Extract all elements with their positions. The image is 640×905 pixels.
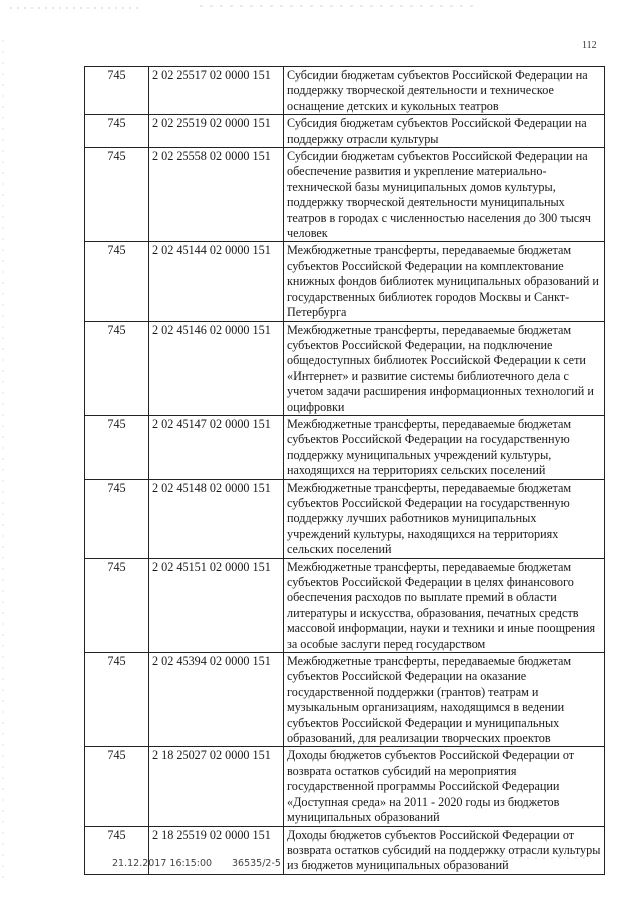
income-name-cell: Межбюджетные трансферты, передаваемые бюджетам субъектов Российской Федерации, на подключение общедоступных библиотек Российской Федерации к сети «Интернет» и развитие системы библиотечного дела с учетом задачи расширения информационных технологий и оцифровки bbox=[284, 321, 605, 415]
footer bbox=[112, 858, 281, 869]
income-name-cell: Субсидия бюджетам субъектов Российской Федерации на поддержку отрасли культуры bbox=[284, 115, 605, 148]
budget-code-cell: 2 02 45148 02 0000 151 bbox=[149, 479, 284, 558]
table-row bbox=[85, 558, 605, 652]
admin-code-cell: 745 bbox=[85, 321, 149, 415]
budget-code-cell: 2 02 25517 02 0000 151 bbox=[149, 67, 284, 115]
budget-code-cell: 2 02 25519 02 0000 151 bbox=[149, 115, 284, 148]
table-row bbox=[85, 115, 605, 148]
income-name-cell: Межбюджетные трансферты, передаваемые бюджетам субъектов Российской Федерации на оказание государственной поддержки (грантов) театрам и музыкальным организациям, находящимся в ведении субъектов Российской Федерации и муниципальных образований, для реализации творческих проектов bbox=[284, 653, 605, 747]
budget-classification-table bbox=[84, 66, 605, 875]
table-row bbox=[85, 67, 605, 115]
income-name-cell: Межбюджетные трансферты, передаваемые бюджетам субъектов Российской Федерации в целях финансового обеспечения расходов по выплате премий в области литературы и искусства, образования, печатных средств массовой информации, науки и техники и иные поощрения за особые заслуги перед государством bbox=[284, 558, 605, 652]
income-name-cell: Доходы бюджетов субъектов Российской Федерации от возврата остатков субсидий на поддержку отрасли культуры из бюджетов муниципальных образований bbox=[284, 826, 605, 874]
admin-code-cell: 745 bbox=[85, 67, 149, 115]
admin-code-cell: 745 bbox=[85, 558, 149, 652]
table-row bbox=[85, 479, 605, 558]
income-name-cell: Субсидии бюджетам субъектов Российской Федерации на обеспечение развития и укрепление материально-технической базы муниципальных домов культуры, поддержку творческой деятельности муниципальных театров в городах с численностью населения до 300 тысяч человек bbox=[284, 148, 605, 242]
admin-code-cell: 745 bbox=[85, 415, 149, 479]
budget-code-cell: 2 02 45151 02 0000 151 bbox=[149, 558, 284, 652]
income-name-cell: Межбюджетные трансферты, передаваемые бюджетам субъектов Российской Федерации на комплектование книжных фондов библиотек муниципальных образований и государственных библиотек городов Москвы и Санкт-Петербурга bbox=[284, 242, 605, 321]
admin-code-cell: 745 bbox=[85, 242, 149, 321]
page-number: 112 bbox=[582, 40, 597, 51]
income-name-cell: Субсидии бюджетам субъектов Российской Федерации на поддержку творческой деятельности и техническое оснащение детских и кукольных театров bbox=[284, 67, 605, 115]
admin-code-cell: 745 bbox=[85, 148, 149, 242]
table-row bbox=[85, 148, 605, 242]
budget-code-cell: 2 02 45144 02 0000 151 bbox=[149, 242, 284, 321]
income-name-cell: Межбюджетные трансферты, передаваемые бюджетам субъектов Российской Федерации на государственную поддержку муниципальных учреждений культуры, находящихся на территориях сельских поселений bbox=[284, 415, 605, 479]
footer-timestamp: 21.12.2017 16:15:00 bbox=[112, 858, 213, 869]
admin-code-cell: 745 bbox=[85, 479, 149, 558]
budget-code-cell: 2 18 25519 02 0000 151 bbox=[149, 826, 284, 874]
admin-code-cell: 745 bbox=[85, 826, 149, 874]
income-name-cell: Доходы бюджетов субъектов Российской Федерации от возврата остатков субсидий на мероприятия государственной программы Российской Федерации «Доступная среда» на 2011 - 2020 годы из бюджетов муниципальных образований bbox=[284, 747, 605, 826]
footer-document-id: 36535/2-5 bbox=[232, 858, 281, 869]
table-row bbox=[85, 747, 605, 826]
table-body bbox=[85, 67, 605, 875]
budget-code-cell: 2 02 45147 02 0000 151 bbox=[149, 415, 284, 479]
admin-code-cell: 745 bbox=[85, 115, 149, 148]
admin-code-cell: 745 bbox=[85, 747, 149, 826]
table-row bbox=[85, 415, 605, 479]
table-row bbox=[85, 321, 605, 415]
income-name-cell: Межбюджетные трансферты, передаваемые бюджетам субъектов Российской Федерации на государственную поддержку лучших работников муниципальных учреждений культуры, находящихся на территориях сельских поселений bbox=[284, 479, 605, 558]
budget-code-cell: 2 02 25558 02 0000 151 bbox=[149, 148, 284, 242]
admin-code-cell: 745 bbox=[85, 653, 149, 747]
table-row bbox=[85, 242, 605, 321]
budget-code-cell: 2 02 45146 02 0000 151 bbox=[149, 321, 284, 415]
budget-code-cell: 2 18 25027 02 0000 151 bbox=[149, 747, 284, 826]
table-row bbox=[85, 653, 605, 747]
budget-code-cell: 2 02 45394 02 0000 151 bbox=[149, 653, 284, 747]
